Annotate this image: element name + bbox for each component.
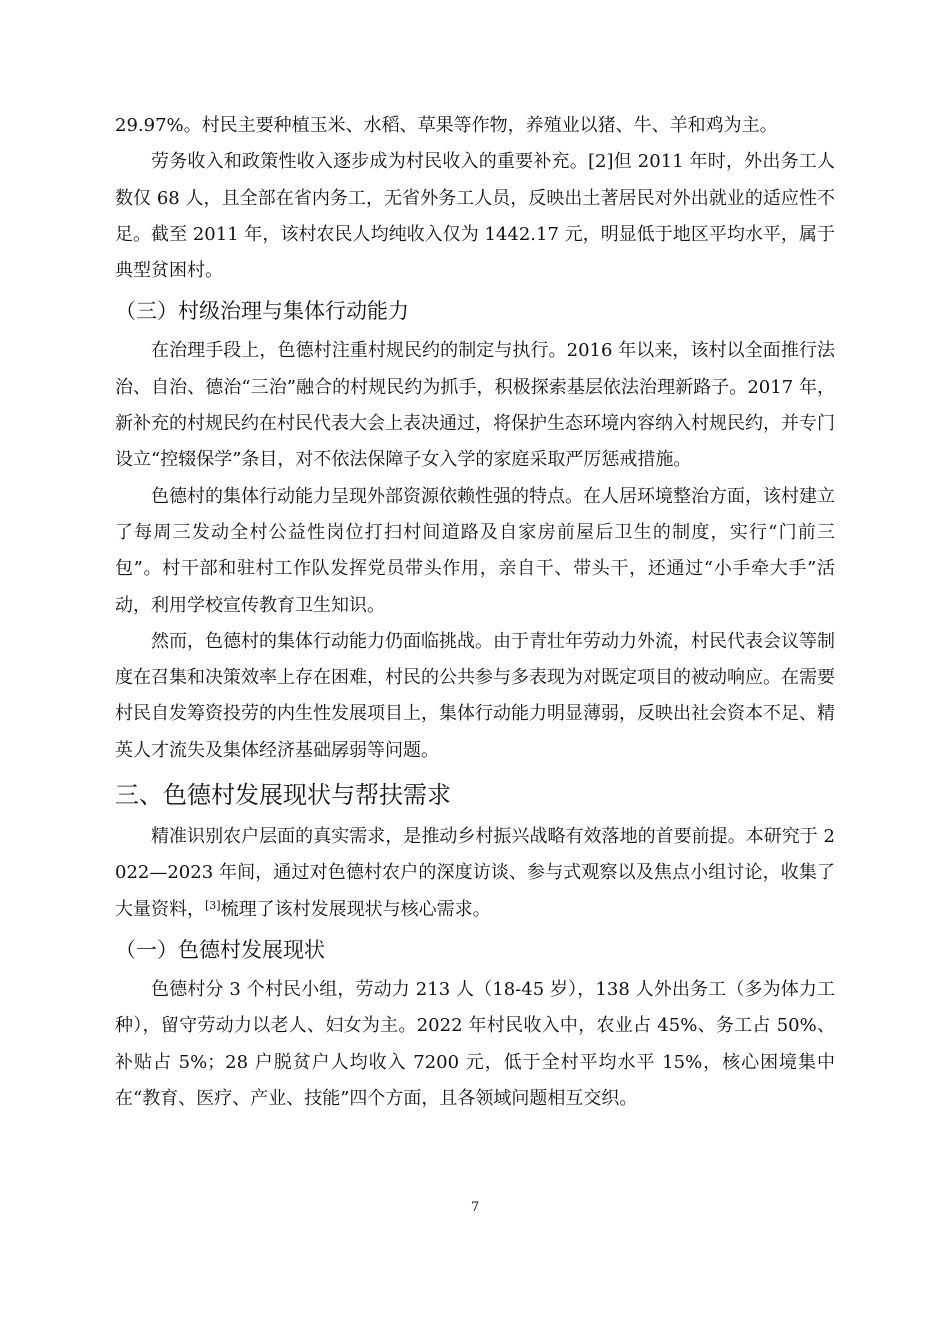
section-heading: （三）村级治理与集体行动能力: [115, 299, 409, 324]
body-paragraph: 29.97%。村民主要种植玉米、水稻、草果等作物，养殖业以猪、牛、羊和鸡为主。: [115, 115, 778, 136]
paragraph-text: 精准识别农户层面的真实需求，是推动乡村振兴战略有效落地的首要前提。本研究于 2022—2023 年间，通过对色德村农户的深度访谈、参与式观察以及焦点小组讨论，收集了大量资料，: [115, 826, 835, 920]
paragraph-text: 梳理了该村发展现状与核心需求。: [220, 898, 491, 920]
body-paragraph: 在治理手段上，色德村注重村规民约的制定与执行。2016 年以来，该村以全面推行法治、自治、德治“三治”融合的村规民约为抓手，积极探索基层依法治理新路子。2017 年，新补充的村规民约在村民代表大会上表决通过，将保护生态环境内容纳入村规民约，并专门设立“控辍保学”条目，对不依法保障子女入学的家庭采取严厉惩戒措施。: [115, 340, 835, 471]
citation-marker[interactable]: [3]: [205, 898, 221, 912]
body-paragraph: 色德村分 3 个村民小组，劳动力 213 人（18-45 岁），138 人外出务工（多为体力工种），留守劳动力以老人、妇女为主。2022 年村民收入中，农业占 45%、务工占 50%、补贴占 5%；28 户脱贫户人均收入 7200 元，低于全村平均水平 15%，核心困境集中在“教育、医疗、产业、技能”四个方面，且各领域问题相互交织。: [115, 978, 835, 1109]
body-paragraph: 色德村的集体行动能力呈现外部资源依赖性强的特点。在人居环境整治方面，该村建立了每周三发动全村公益性岗位打扫村间道路及自家房前屋后卫生的制度，实行“门前三包”。村干部和驻村工作队发挥党员带头作用，亲自干、带头干，还通过“小手牵大手”活动，利用学校宣传教育卫生知识。: [115, 485, 835, 616]
section-heading: （一）色德村发展现状: [115, 937, 325, 962]
document-body: [115, 108, 835, 1117]
body-paragraph: 然而，色德村的集体行动能力仍面临挑战。由于青壮年劳动力外流，村民代表会议等制度在召集和决策效率上存在困难，村民的公共参与多表现为对既定项目的被动响应。在需要村民自发筹资投劳的内生性发展项目上，集体行动能力明显薄弱，反映出社会资本不足、精英人才流失及集体经济基础孱弱等问题。: [115, 630, 835, 761]
body-paragraph: [115, 819, 835, 928]
chapter-heading: 三、色德村发展现状与帮扶需求: [115, 781, 451, 810]
body-paragraph: 劳务收入和政策性收入逐步成为村民收入的重要补充。[2]但 2011 年时，外出务工人数仅 68 人，且全部在省内务工，无省外务工人员，反映出土著居民对外出就业的适应性不足。截至 2011 年，该村农民人均纯收入仅为 1442.17 元，明显低于地区平均水平，属于典型贫困村。: [115, 151, 835, 282]
page-number: 7: [470, 1200, 480, 1215]
